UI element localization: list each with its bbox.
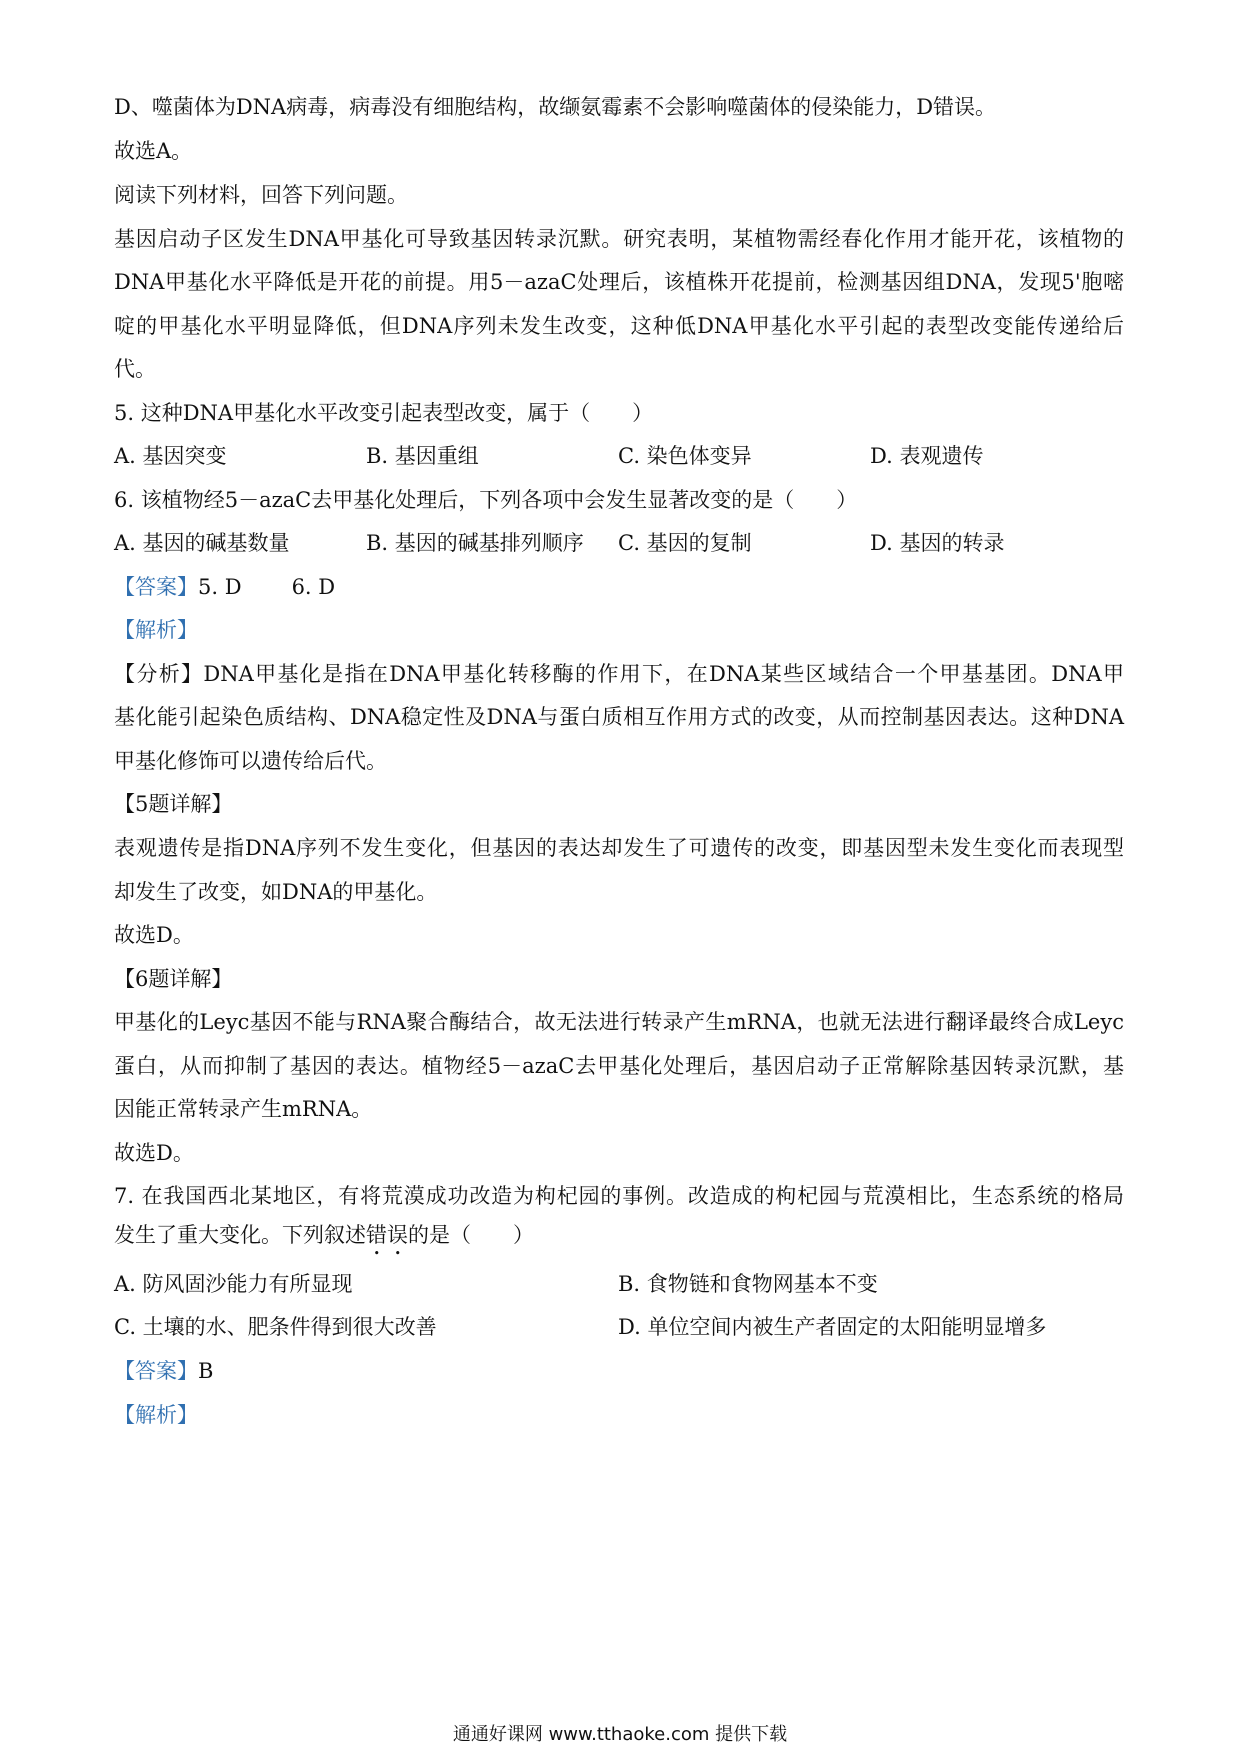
answer-tag: 【答案】 [114, 575, 198, 599]
text-line: 啶的甲基化水平明显降低，但DNA序列未发生改变，这种低DNA甲基化水平引起的表型改变能传递给后 [114, 314, 1124, 338]
analysis-heading [114, 1400, 1124, 1430]
text-line: 基化能引起染色质结构、DNA稳定性及DNA与蛋白质相互作用方式的改变，从而控制基因表达。这种DNA [114, 705, 1124, 729]
question-6: 6. 该植物经5－azaC去甲基化处理后，下列各项中会发生显著改变的是（ ） [114, 488, 858, 512]
text-line: D、噬菌体为DNA病毒，病毒没有细胞结构，故缬氨霉素不会影响噬菌体的侵染能力，D错误。 [114, 95, 997, 119]
text-line: 故选D。 [114, 1141, 194, 1165]
text-line: 故选A。 [114, 139, 193, 163]
text-line: 故选D。 [114, 923, 194, 947]
detail-6-heading: 【6题详解】 [114, 967, 233, 991]
text-line: 基因启动子区发生DNA甲基化可导致基因转录沉默。研究表明，某植物需经春化作用才能开花，该植物的 [114, 227, 1124, 251]
answer-value: B [198, 1359, 214, 1383]
text-line: 甲基化修饰可以遗传给后代。 [114, 749, 387, 773]
emphasis-text: 错误 [366, 1223, 408, 1247]
answer-value: 5. D [198, 575, 242, 599]
q6-option-a: A. 基因的碱基数量 [114, 531, 290, 555]
text-line: 阅读下列材料，回答下列问题。 [114, 183, 408, 207]
answer-value: 6. D [291, 575, 336, 599]
question-7: 7. 在我国西北某地区，有将荒漠成功改造为枸杞园的事例。改造成的枸杞园与荒漠相比，生态系统的格局 [114, 1184, 1124, 1208]
q5-option-d: D. 表观遗传 [870, 444, 984, 468]
text-line: 表观遗传是指DNA序列不发生变化，但基因的表达却发生了可遗传的改变，即基因型未发生变化而表现型 [114, 836, 1124, 860]
question-7-cont: 发生了重大变化。下列叙述错误的是（ ） [114, 1223, 534, 1247]
q5-option-c: C. 染色体变异 [618, 444, 752, 468]
q7-option-a: A. 防风固沙能力有所显现 [114, 1272, 353, 1296]
text-line: 代。 [114, 357, 156, 381]
text-line: 【分析】DNA甲基化是指在DNA甲基化转移酶的作用下，在DNA某些区域结合一个甲基基团。DNA甲 [114, 662, 1124, 686]
analysis-tag: 【解析】 [114, 1403, 198, 1427]
answer-tag: 【答案】 [114, 1359, 198, 1383]
answer-line-5-6 [114, 572, 1124, 602]
text-line: 因能正常转录产生mRNA。 [114, 1097, 373, 1121]
q6-option-b: B. 基因的碱基排列顺序 [366, 531, 584, 555]
q7-option-b: B. 食物链和食物网基本不变 [618, 1272, 878, 1296]
footer-watermark: 通通好课网 www.tthaoke.com 提供下载 [452, 1724, 788, 1745]
text-line: 蛋白，从而抑制了基因的表达。植物经5－azaC去甲基化处理后，基因启动子正常解除基因转录沉默，基 [114, 1054, 1124, 1078]
question-5: 5. 这种DNA甲基化水平改变引起表型改变，属于（ ） [114, 401, 654, 425]
analysis-heading [114, 615, 1124, 645]
analysis-tag: 【解析】 [114, 618, 198, 642]
text-line: DNA甲基化水平降低是开花的前提。用5－azaC处理后，该植株开花提前，检测基因组DNA，发现5'胞嘧 [114, 270, 1124, 294]
q7-option-d: D. 单位空间内被生产者固定的太阳能明显增多 [618, 1315, 1047, 1339]
answer-line-7 [114, 1356, 1124, 1386]
text-line: 甲基化的Leyc基因不能与RNA聚合酶结合，故无法进行转录产生mRNA，也就无法进行翻译最终合成Leyc [114, 1010, 1124, 1034]
q7-option-c: C. 土壤的水、肥条件得到很大改善 [114, 1315, 437, 1339]
q5-option-a: A. 基因突变 [114, 444, 227, 468]
text-line: 却发生了改变，如DNA的甲基化。 [114, 880, 438, 904]
q6-option-c: C. 基因的复制 [618, 531, 752, 555]
detail-5-heading: 【5题详解】 [114, 792, 233, 816]
q5-option-b: B. 基因重组 [366, 444, 479, 468]
fenxi-tag: 【分析】 [114, 662, 204, 686]
q6-option-d: D. 基因的转录 [870, 531, 1005, 555]
